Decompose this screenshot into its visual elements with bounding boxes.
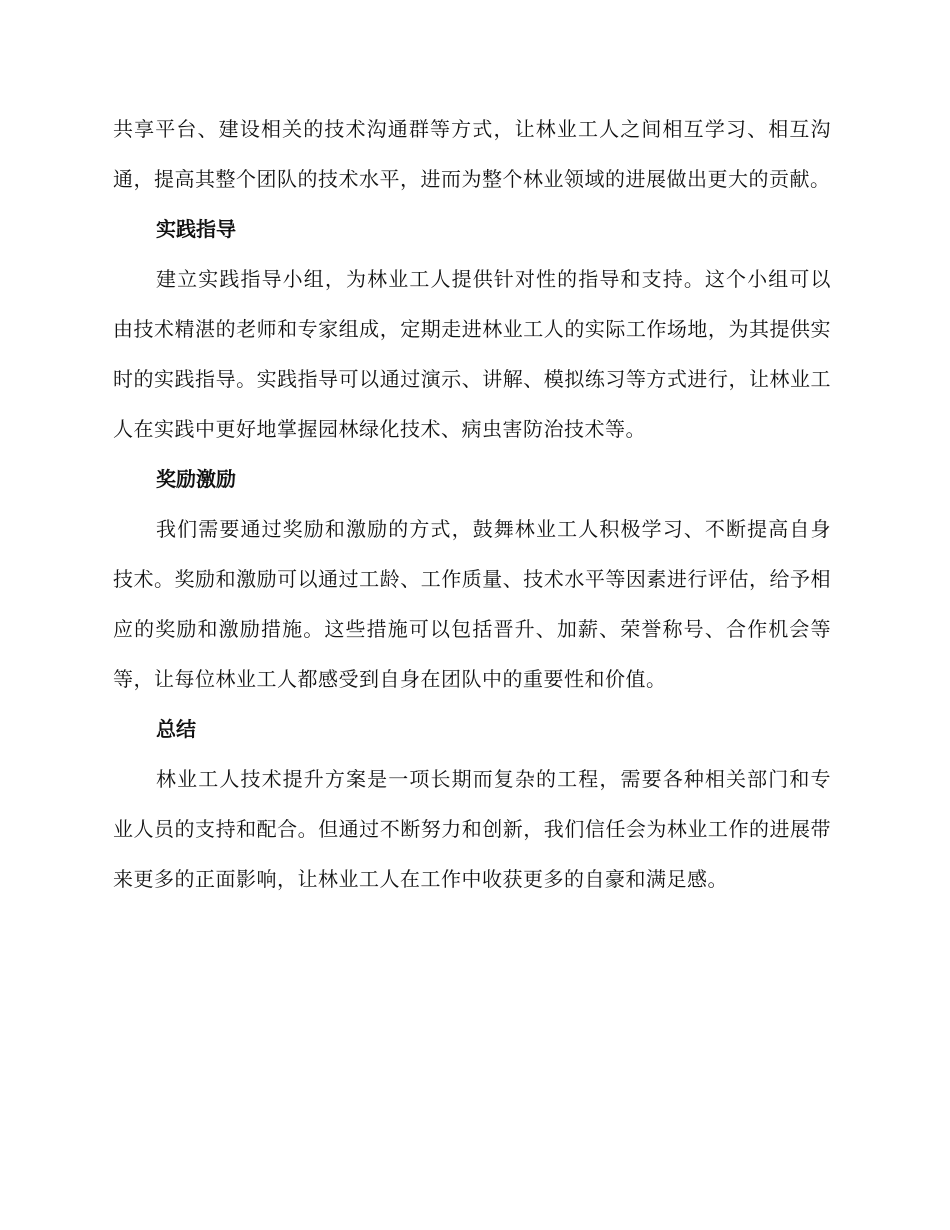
section-heading-reward-incentive: 奖励激励 (156, 467, 236, 491)
section-heading-practice-guidance: 实践指导 (156, 217, 236, 241)
paragraph-summary: 林业工人技术提升方案是一项长期而复杂的工程，需要各种相关部门和专业人员的支持和配合。但通过不断努力和创新，我们信任会为林业工作的进展带来更多的正面影响，让林业工人在工作中收获更多的自豪和满足感。 (113, 767, 831, 891)
section-heading-summary: 总结 (156, 717, 196, 741)
paragraph-continued: 共享平台、建设相关的技术沟通群等方式，让林业工人之间相互学习、相互沟通，提高其整个团队的技术水平，进而为整个林业领域的进展做出更大的贡献。 (113, 117, 831, 191)
document-page (113, 104, 831, 904)
paragraph-reward-incentive: 我们需要通过奖励和激励的方式，鼓舞林业工人积极学习、不断提高自身技术。奖励和激励可以通过工龄、工作质量、技术水平等因素进行评估，给予相应的奖励和激励措施。这些措施可以包括晋升、加薪、荣誉称号、合作机会等等，让每位林业工人都感受到自身在团队中的重要性和价值。 (113, 517, 831, 691)
paragraph-practice-guidance: 建立实践指导小组，为林业工人提供针对性的指导和支持。这个小组可以由技术精湛的老师和专家组成，定期走进林业工人的实际工作场地，为其提供实时的实践指导。实践指导可以通过演示、讲解、模拟练习等方式进行，让林业工人在实践中更好地掌握园林绿化技术、病虫害防治技术等。 (113, 267, 831, 441)
